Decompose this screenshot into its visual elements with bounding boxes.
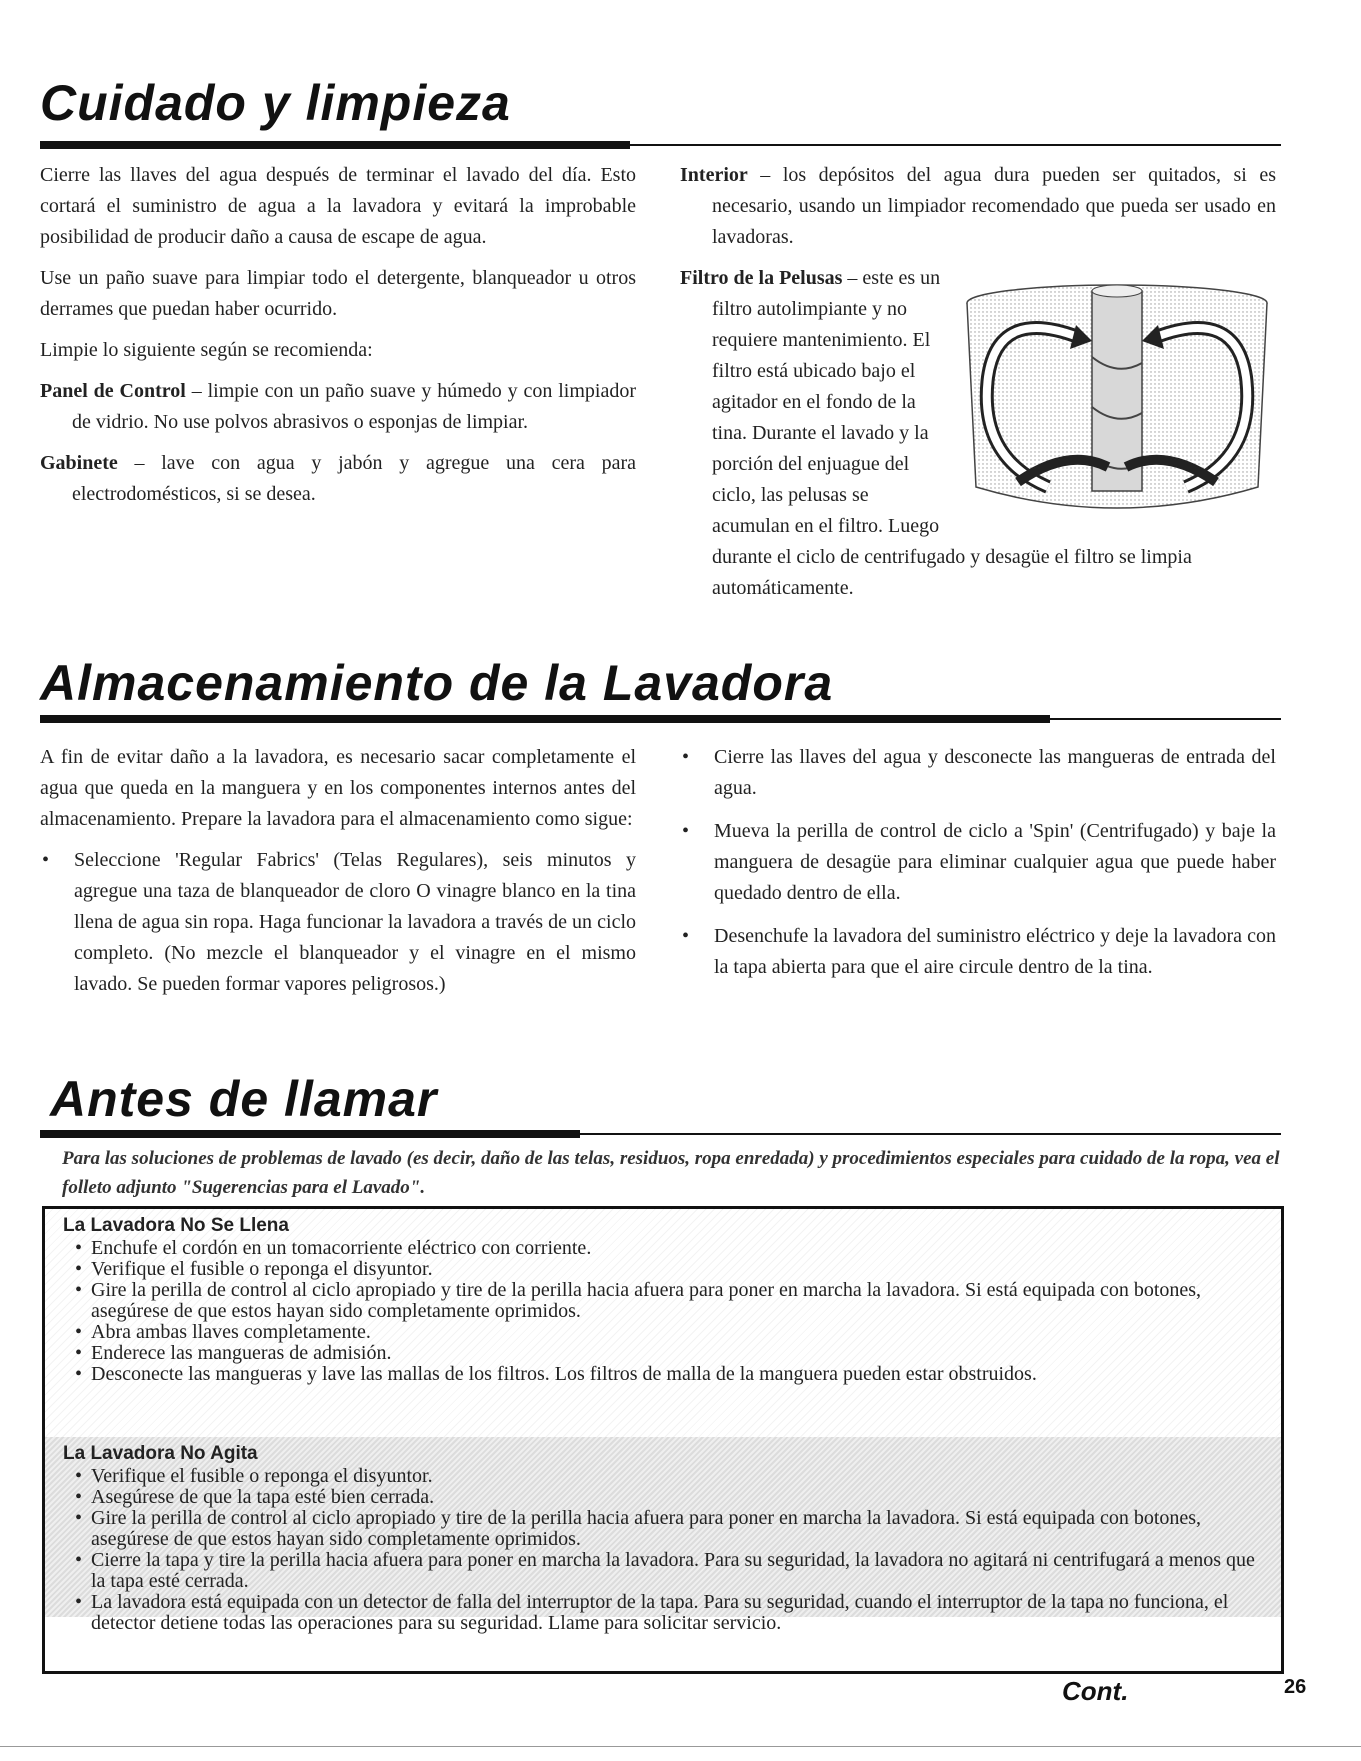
care-item-term: Filtro de la Pelusas xyxy=(680,267,843,289)
care-paragraph-3: Limpie lo siguiente según se recomienda: xyxy=(40,339,373,361)
care-title-rule-thick xyxy=(40,141,630,149)
section-item: • Verifique el fusible o reponga el disyuntor. xyxy=(73,1466,1263,1487)
care-right-column xyxy=(680,160,1276,614)
section-list xyxy=(63,1466,1263,1634)
care-paragraph-2: Use un paño suave para limpiar todo el detergente, blanqueador u otros derrames que puedan haber ocurrido. xyxy=(40,267,636,320)
continued-label: Cont. xyxy=(1062,1676,1129,1706)
care-item-lint-filter xyxy=(680,263,1276,604)
care-paragraph-1: Cierre las llaves del agua después de terminar el lavado del día. Esto cortará el suministro de agua a la lavadora y evitará la improbable posibilidad de producir daño a causa de escape de agua. xyxy=(40,164,636,248)
before-calling-note: Para las soluciones de problemas de lavado (es decir, daño de las telas, residuos, ropa enredada) y procedimientos especiales para cuidado de la ropa, vea el folleto adjunto "Sugerencias para el Lavado". xyxy=(62,1148,1280,1198)
section-item: • Enderece las mangueras de admisión. xyxy=(73,1343,1263,1364)
care-title-rule-thin xyxy=(630,144,1281,146)
care-item-text: – este es un filtro autolimpiante y no requiere mantenimiento. El filtro está ubicado bajo el agitador en el fondo de la tina. Durante el lavado y la porción del enjuague del ciclo, las pelusas se acumulan en el filtro. Luego durante el ciclo de centrifugado y desagüe el filtro se limpia automáticamente. xyxy=(712,267,1192,599)
before-calling-rule-thick xyxy=(40,1130,580,1138)
section-title: La Lavadora No Agita xyxy=(63,1443,258,1464)
care-item-term: Interior xyxy=(680,164,748,186)
care-item-text: – lave con agua y jabón y agregue una cera para electrodomésticos, si se desea. xyxy=(72,452,637,505)
storage-title-rule-thick xyxy=(40,715,1050,723)
before-calling-title: Antes de llamar xyxy=(50,1071,438,1127)
before-calling-rule-thin xyxy=(580,1133,1281,1135)
care-item-term: Gabinete xyxy=(40,452,118,474)
storage-step: • Cierre las llaves del agua y desconecte las mangueras de entrada del agua. xyxy=(680,742,1276,804)
storage-step: • Seleccione 'Regular Fabrics' (Telas Regulares), seis minutos y agregue una taza de blanqueador de cloro O vinagre blanco en la tina llena de agua sin ropa. Haga funcionar la lavadora a través de un ciclo completo. (No mezcle el blanqueador y el vinagre en el mismo lavado. Se pueden formar vapores peligrosos.) xyxy=(40,845,636,1000)
storage-step: • Mueva la perilla de control de ciclo a 'Spin' (Centrifugado) y baje la manguera de desagüe para eliminar cualquier agua que puede haber quedado dentro de ella. xyxy=(680,816,1276,909)
section-item: • Verifique el fusible o reponga el disyuntor. xyxy=(73,1259,1263,1280)
troubleshoot-section-no-agitate xyxy=(45,1437,1281,1634)
storage-right-list xyxy=(680,742,1276,983)
storage-title-rule-thin xyxy=(1050,718,1281,720)
section-title: La Lavadora No Se Llena xyxy=(63,1215,289,1236)
section-item: • Desconecte las mangueras y lave las mallas de los filtros. Los filtros de malla de la manguera pueden estar obstruidos. xyxy=(73,1364,1263,1385)
section-item: • Gire la perilla de control al ciclo apropiado y tire de la perilla hacia afuera para poner en marcha la lavadora. Si está equipada con botones, asegúrese de que estos hayan sido completamente oprimidos. xyxy=(73,1508,1263,1550)
section-item: • Gire la perilla de control al ciclo apropiado y tire de la perilla hacia afuera para poner en marcha la lavadora. Si está equipada con botones, asegúrese de que estos hayan sido completamente oprimidos. xyxy=(73,1280,1263,1322)
section-item: • Cierre la tapa y tire la perilla hacia afuera para poner en marcha la lavadora. Para su seguridad, la lavadora no agitará ni centrifugará a menos que la tapa esté cerrada. xyxy=(73,1550,1263,1592)
troubleshooting-box xyxy=(42,1206,1284,1674)
storage-left-column xyxy=(40,742,636,1012)
care-left-column xyxy=(40,160,636,520)
care-item-interior xyxy=(680,160,1276,253)
section-item: • Enchufe el cordón en un tomacorriente eléctrico con corriente. xyxy=(73,1238,1263,1259)
storage-intro: A fin de evitar daño a la lavadora, es necesario sacar completamente el agua que queda en la manguera y en los componentes internos antes del almacenamiento. Prepare la lavadora para el almacenamiento como sigue: xyxy=(40,746,636,830)
section-item: • Abra ambas llaves completamente. xyxy=(73,1322,1263,1343)
page-number: 26 xyxy=(1284,1676,1307,1698)
storage-left-list xyxy=(40,845,636,1000)
storage-right-column xyxy=(680,742,1276,995)
storage-step: • Desenchufe la lavadora del suministro eléctrico y deje la lavadora con la tapa abierta para que el aire circule dentro de la tina. xyxy=(680,921,1276,983)
care-item-text: – los depósitos del agua dura pueden ser quitados, si es necesario, usando un limpiador recomendado que pueda ser usado en lavadoras. xyxy=(712,164,1277,248)
care-item-term: Panel de Control xyxy=(40,380,186,402)
troubleshoot-section-no-fill xyxy=(45,1209,1281,1445)
care-item-control-panel xyxy=(40,376,636,438)
section-item: • La lavadora está equipada con un detector de falla del interruptor de la tapa. Para su seguridad, cuando el interruptor de la tapa no funciona, el detector detiene todas las operaciones para su seguridad. Llame para solicitar servicio. xyxy=(73,1592,1263,1634)
care-item-text: – limpie con un paño suave y húmedo y con limpiador de vidrio. No use polvos abrasivos o esponjas de limpiar. xyxy=(72,380,637,433)
storage-title: Almacenamiento de la Lavadora xyxy=(40,655,834,711)
washer-tub-illustration xyxy=(958,267,1276,531)
section-item: • Asegúrese de que la tapa esté bien cerrada. xyxy=(73,1487,1263,1508)
section-list xyxy=(63,1238,1263,1385)
care-item-cabinet xyxy=(40,448,636,510)
page-bottom-rule xyxy=(0,1746,1361,1747)
care-title: Cuidado y limpieza xyxy=(40,75,511,131)
